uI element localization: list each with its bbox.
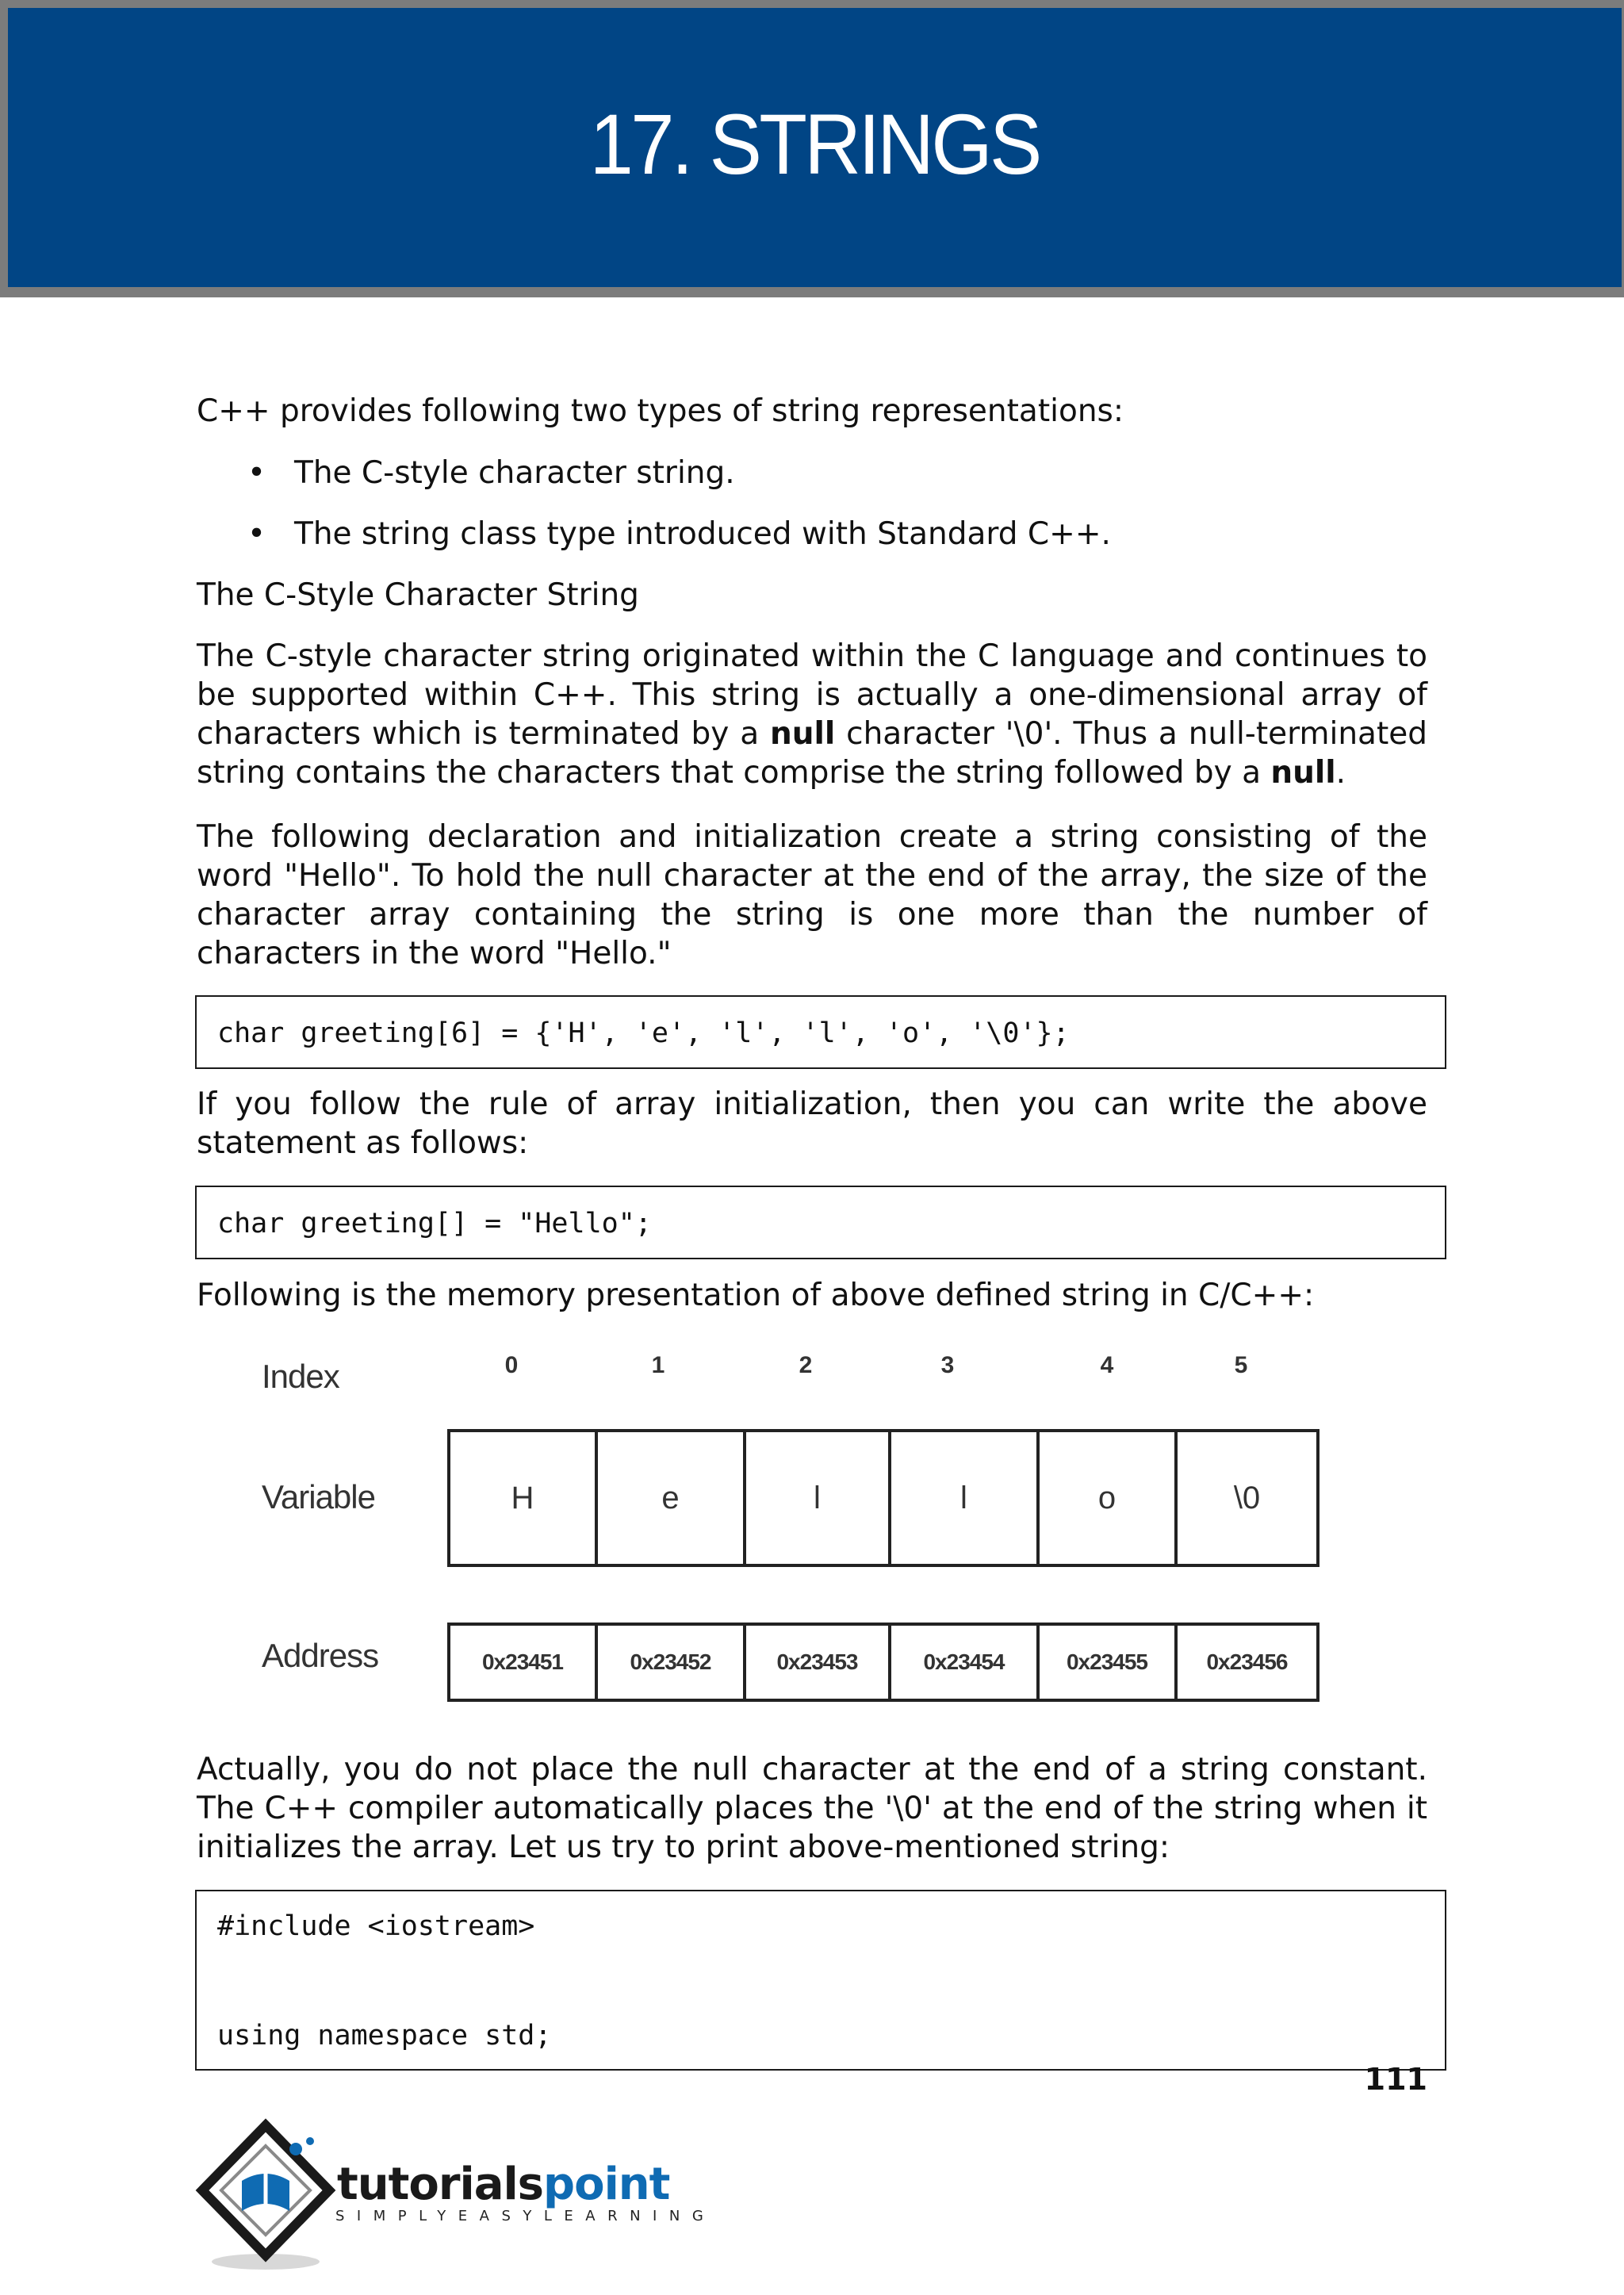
tutorialspoint-logo <box>194 2117 716 2276</box>
address-cell: 0x23456 <box>1174 1623 1320 1702</box>
code-line: #include <iostream> <box>217 1910 535 1942</box>
chapter-header-band <box>8 8 1622 287</box>
paragraph-array-rule: If you follow the rule of array initialization, then you can write the above statement as follows: <box>197 1086 1427 1161</box>
variable-cell: \0 <box>1174 1429 1320 1567</box>
code-block-array-init <box>195 995 1446 1069</box>
code-block-include <box>195 1890 1446 2071</box>
code-line: char greeting[6] = {'H', 'e', 'l', 'l', 'o', '\0'}; <box>217 1017 1070 1049</box>
memory-diagram <box>197 1332 1354 1713</box>
index-value: 5 <box>1234 1352 1248 1378</box>
variable-cell: l <box>888 1429 1040 1567</box>
address-cell: 0x23452 <box>595 1623 746 1702</box>
paragraph-c-style: The C-style character string originated within the C language and continues to be supported within C++. This string is actually a one-dimensional array of characters which is terminated by a null character '\0'. Thus a null-terminated string contains the characters that comprise the string followed by a null. <box>197 638 1427 791</box>
code-line: char greeting[] = "Hello"; <box>217 1208 652 1239</box>
code-block-string-literal <box>195 1186 1446 1259</box>
code-line: using namespace std; <box>217 2020 552 2052</box>
index-value: 1 <box>651 1352 665 1378</box>
logo-diamond-icon <box>194 2117 337 2276</box>
paragraph-null-character: Actually, you do not place the null character at the end of a string constant. The C++ compiler automatically places the '\0' at the end of the string when it initializes the array. Let us try to print above-mentioned string: <box>197 1752 1427 1865</box>
index-value: 4 <box>1100 1352 1114 1378</box>
variable-cell: H <box>447 1429 598 1567</box>
bullet-dot-icon: • <box>247 516 266 552</box>
logo-wordmark: tutorialspoint <box>337 2159 670 2210</box>
variable-cells <box>447 1429 1320 1567</box>
variable-cell: o <box>1036 1429 1178 1567</box>
intro-text: C++ provides following two types of string representations: <box>197 393 1124 429</box>
index-value: 0 <box>504 1352 519 1378</box>
index-value: 3 <box>940 1352 955 1378</box>
address-cell: 0x23451 <box>447 1623 598 1702</box>
variable-cell: e <box>595 1429 746 1567</box>
address-cells <box>447 1623 1320 1702</box>
chapter-title: 17. STRINGS <box>590 95 1040 192</box>
page-number: 111 <box>1364 2062 1427 2097</box>
index-row-label: Index <box>262 1358 339 1395</box>
address-cell: 0x23455 <box>1036 1623 1178 1702</box>
chapter-header <box>0 0 1624 297</box>
section-heading: The C-Style Character String <box>197 577 639 613</box>
address-row-label: Address <box>262 1637 379 1674</box>
paragraph-memory: Following is the memory presentation of above defined string in C/C++: <box>197 1278 1315 1313</box>
variable-row-label: Variable <box>262 1478 375 1515</box>
bullet-dot-icon: • <box>247 455 266 491</box>
address-cell: 0x23454 <box>888 1623 1040 1702</box>
address-cell: 0x23453 <box>743 1623 891 1702</box>
variable-cell: l <box>743 1429 891 1567</box>
index-value: 2 <box>799 1352 813 1378</box>
logo-tagline: SIMPLYEASYLEARNING <box>335 2208 716 2224</box>
paragraph-declaration: The following declaration and initialization create a string consisting of the word "Hello". To hold the null character at the end of the array, the size of the character array containing the string is one more than the number of characters in the word "Hello." <box>197 819 1427 971</box>
